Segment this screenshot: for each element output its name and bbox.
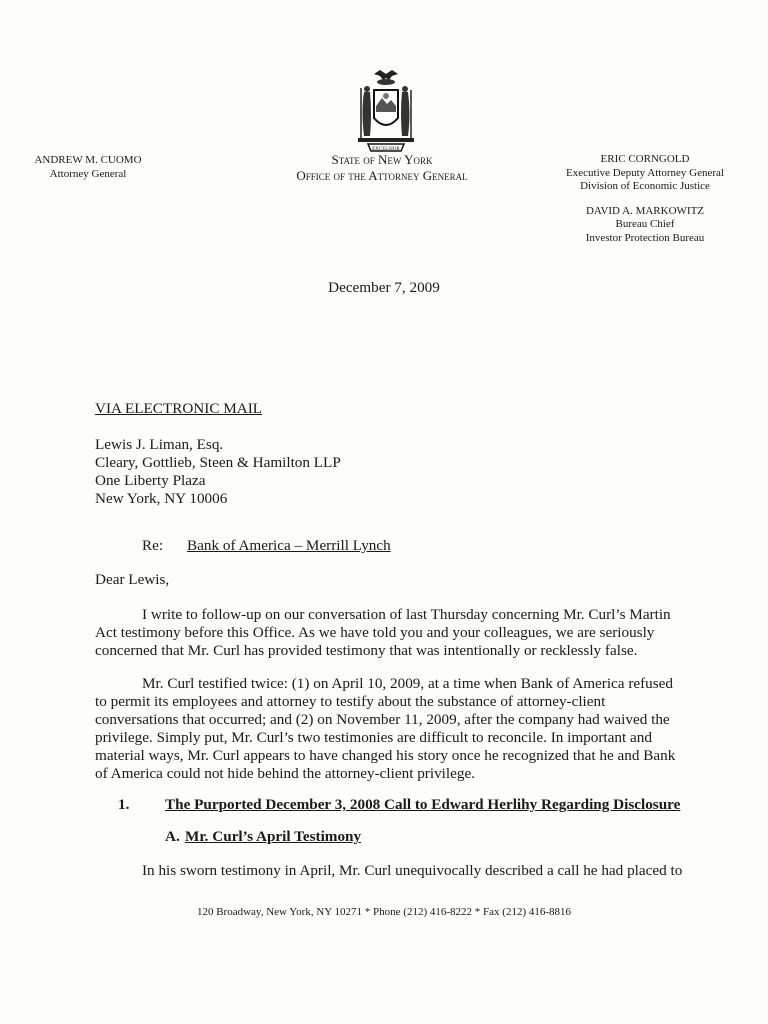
- recipient-city: New York, NY 10006: [95, 490, 228, 507]
- new-york-state-seal: [350, 68, 422, 156]
- bureau-name: Investor Protection Bureau: [585, 231, 705, 244]
- re-subject: Bank of America – Merrill Lynch: [187, 537, 391, 554]
- attorney-general-name: ANDREW M. CUOMO: [34, 154, 142, 166]
- deputy-division: Division of Economic Justice: [580, 180, 710, 192]
- bureau-chief-title: Bureau Chief: [615, 218, 675, 230]
- paragraph-line: concerned that Mr. Curl has provided testimony that was intentionally or recklessly false.: [95, 642, 638, 659]
- paragraph-line: conversations that occurred; and (2) on November 11, 2009, after the company had waived the: [95, 711, 670, 728]
- paragraph-2: [95, 675, 676, 783]
- header-center: [240, 152, 524, 184]
- footer-address: 120 Broadway, New York, NY 10271 * Phone (212) 416-8222 * Fax (212) 416-8816: [196, 906, 572, 918]
- attorney-general-title: Attorney General: [49, 167, 127, 180]
- paragraph-1: [95, 606, 671, 660]
- paragraph-line: I write to follow-up on our conversation of last Thursday concerning Mr. Curl’s Martin: [142, 606, 671, 623]
- recipient-name: Lewis J. Liman, Esq.: [95, 436, 224, 453]
- recipient-firm: Cleary, Gottlieb, Steen & Hamilton LLP: [95, 454, 341, 471]
- re-label: Re:: [142, 537, 164, 554]
- paragraph-line: privilege. Simply put, Mr. Curl’s two testimonies are difficult to reconcile. In important and: [95, 729, 652, 746]
- deputy-title: Executive Deputy Attorney General: [566, 166, 724, 179]
- deputy-name: ERIC CORNGOLD: [600, 153, 690, 165]
- paragraph-3: In his sworn testimony in April, Mr. Curl unequivocally described a call he had placed to: [142, 862, 683, 879]
- recipient-address: [95, 436, 341, 508]
- delivery-method: VIA ELECTRONIC MAIL: [95, 400, 263, 417]
- header-right: [530, 153, 760, 245]
- paragraph-line: of America could not hide behind the attorney-client privilege.: [95, 765, 475, 782]
- letter-date: December 7, 2009: [328, 279, 440, 296]
- section-1-number: 1.: [118, 796, 130, 813]
- subsection-a-title: Mr. Curl’s April Testimony: [185, 828, 362, 845]
- paragraph-line: to permit its employees and attorney to testify about the substance of attorney-client: [95, 693, 606, 710]
- bureau-chief-name: DAVID A. MARKOWITZ: [585, 204, 705, 217]
- paragraph-line: Act testimony before this Office. As we have told you and your colleagues, we are seriously: [95, 624, 655, 641]
- header-left: [20, 154, 156, 181]
- office-name: Office of the Attorney General: [296, 168, 468, 183]
- office-state: State of New York: [331, 152, 433, 167]
- paragraph-line: material ways, Mr. Curl appears to have changed his story once he recognized that he and Bank: [95, 747, 676, 764]
- recipient-street: One Liberty Plaza: [95, 472, 206, 489]
- section-1-title: The Purported December 3, 2008 Call to Edward Herlihy Regarding Disclosure: [165, 796, 681, 813]
- svg-text:EXCELSIOR: EXCELSIOR: [372, 147, 400, 152]
- salutation: Dear Lewis,: [95, 571, 170, 588]
- subsection-a-letter: A.: [165, 828, 180, 845]
- paragraph-line: Mr. Curl testified twice: (1) on April 10, 2009, at a time when Bank of America refused: [142, 675, 674, 692]
